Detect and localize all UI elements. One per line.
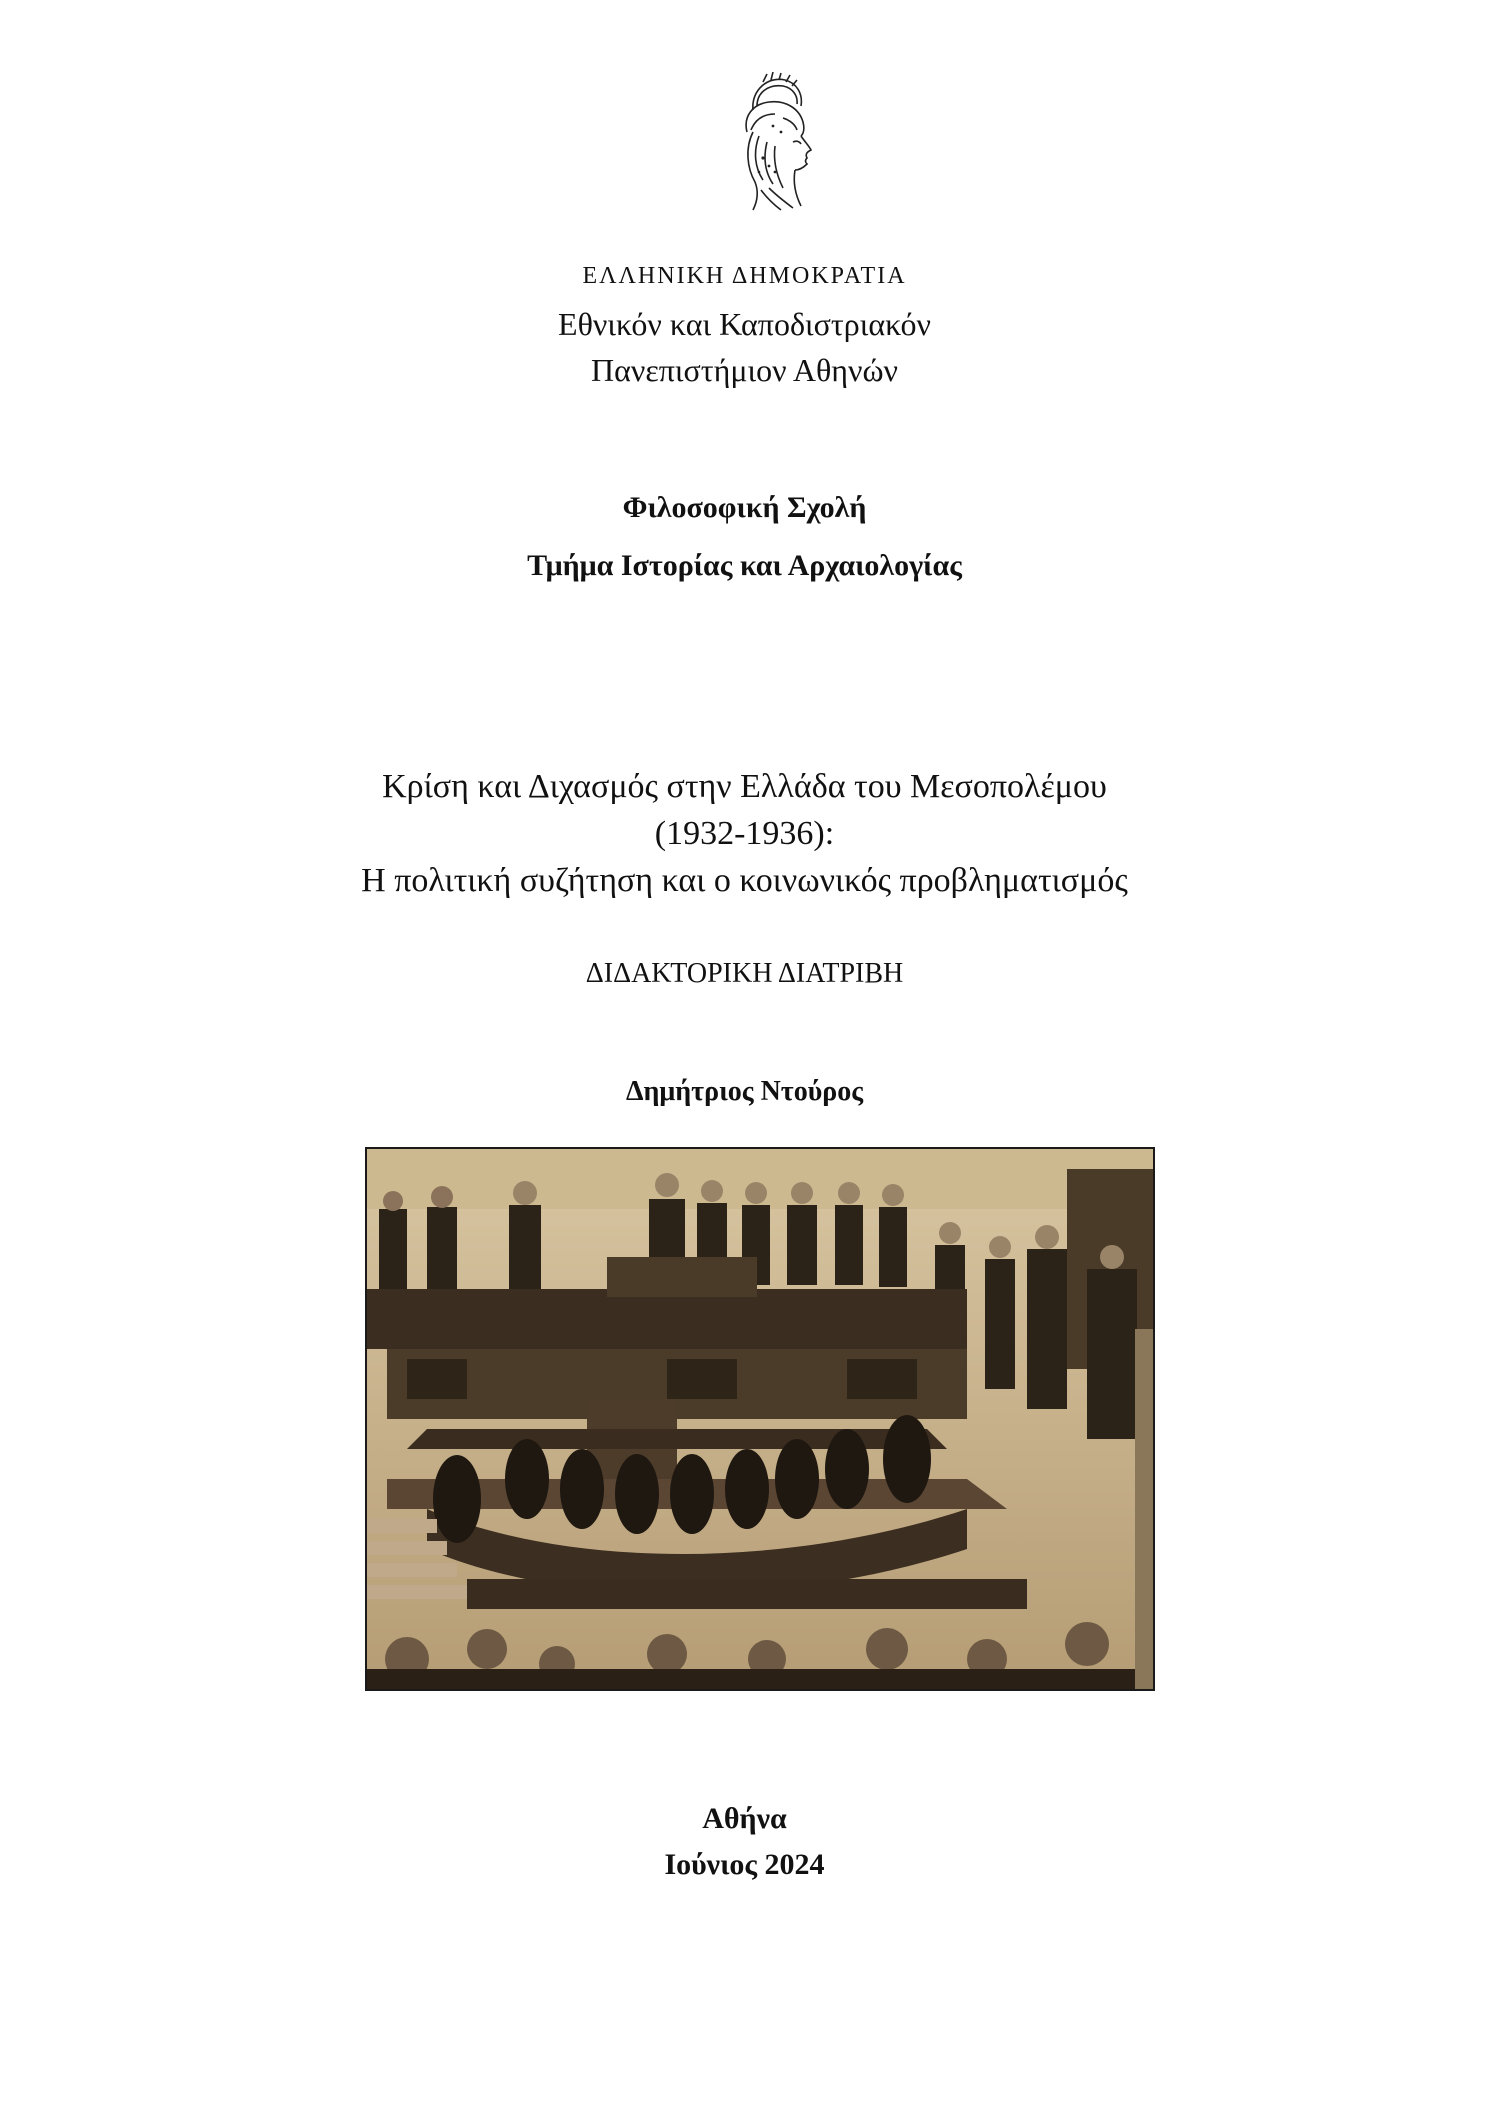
city: Αθήνα: [702, 1802, 787, 1835]
parliament-photo: [365, 1147, 1155, 1691]
thesis-title-line2: (1932-1936):: [654, 815, 835, 852]
date: Ιούνιος 2024: [664, 1848, 825, 1881]
department-name: Τμήμα Ιστορίας και Αρχαιολογίας: [527, 549, 962, 582]
republic-heading: ΕΛΛΗΝΙΚΗ ΔΗΜΟΚΡΑΤΙΑ: [582, 263, 907, 289]
thesis-title-line3: Η πολιτική συζήτηση και ο κοινωνικός προβληματισμός: [361, 862, 1128, 899]
author-name: Δημήτριος Ντούρος: [625, 1076, 864, 1107]
university-name-line2: Πανεπιστήμιον Αθηνών: [590, 352, 899, 388]
thesis-title-line1: Κρίση και Διχασμός στην Ελλάδα του Μεσοπολέμου: [382, 768, 1107, 805]
university-name-line1: Εθνικόν και Καποδιστριακόν: [558, 306, 931, 342]
thesis-type: ΔΙΔΑΚΤΟΡΙΚΗ ΔΙΑΤΡΙΒΗ: [585, 958, 904, 989]
university-emblem-icon: [723, 72, 823, 214]
school-name: Φιλοσοφική Σχολή: [622, 491, 867, 524]
